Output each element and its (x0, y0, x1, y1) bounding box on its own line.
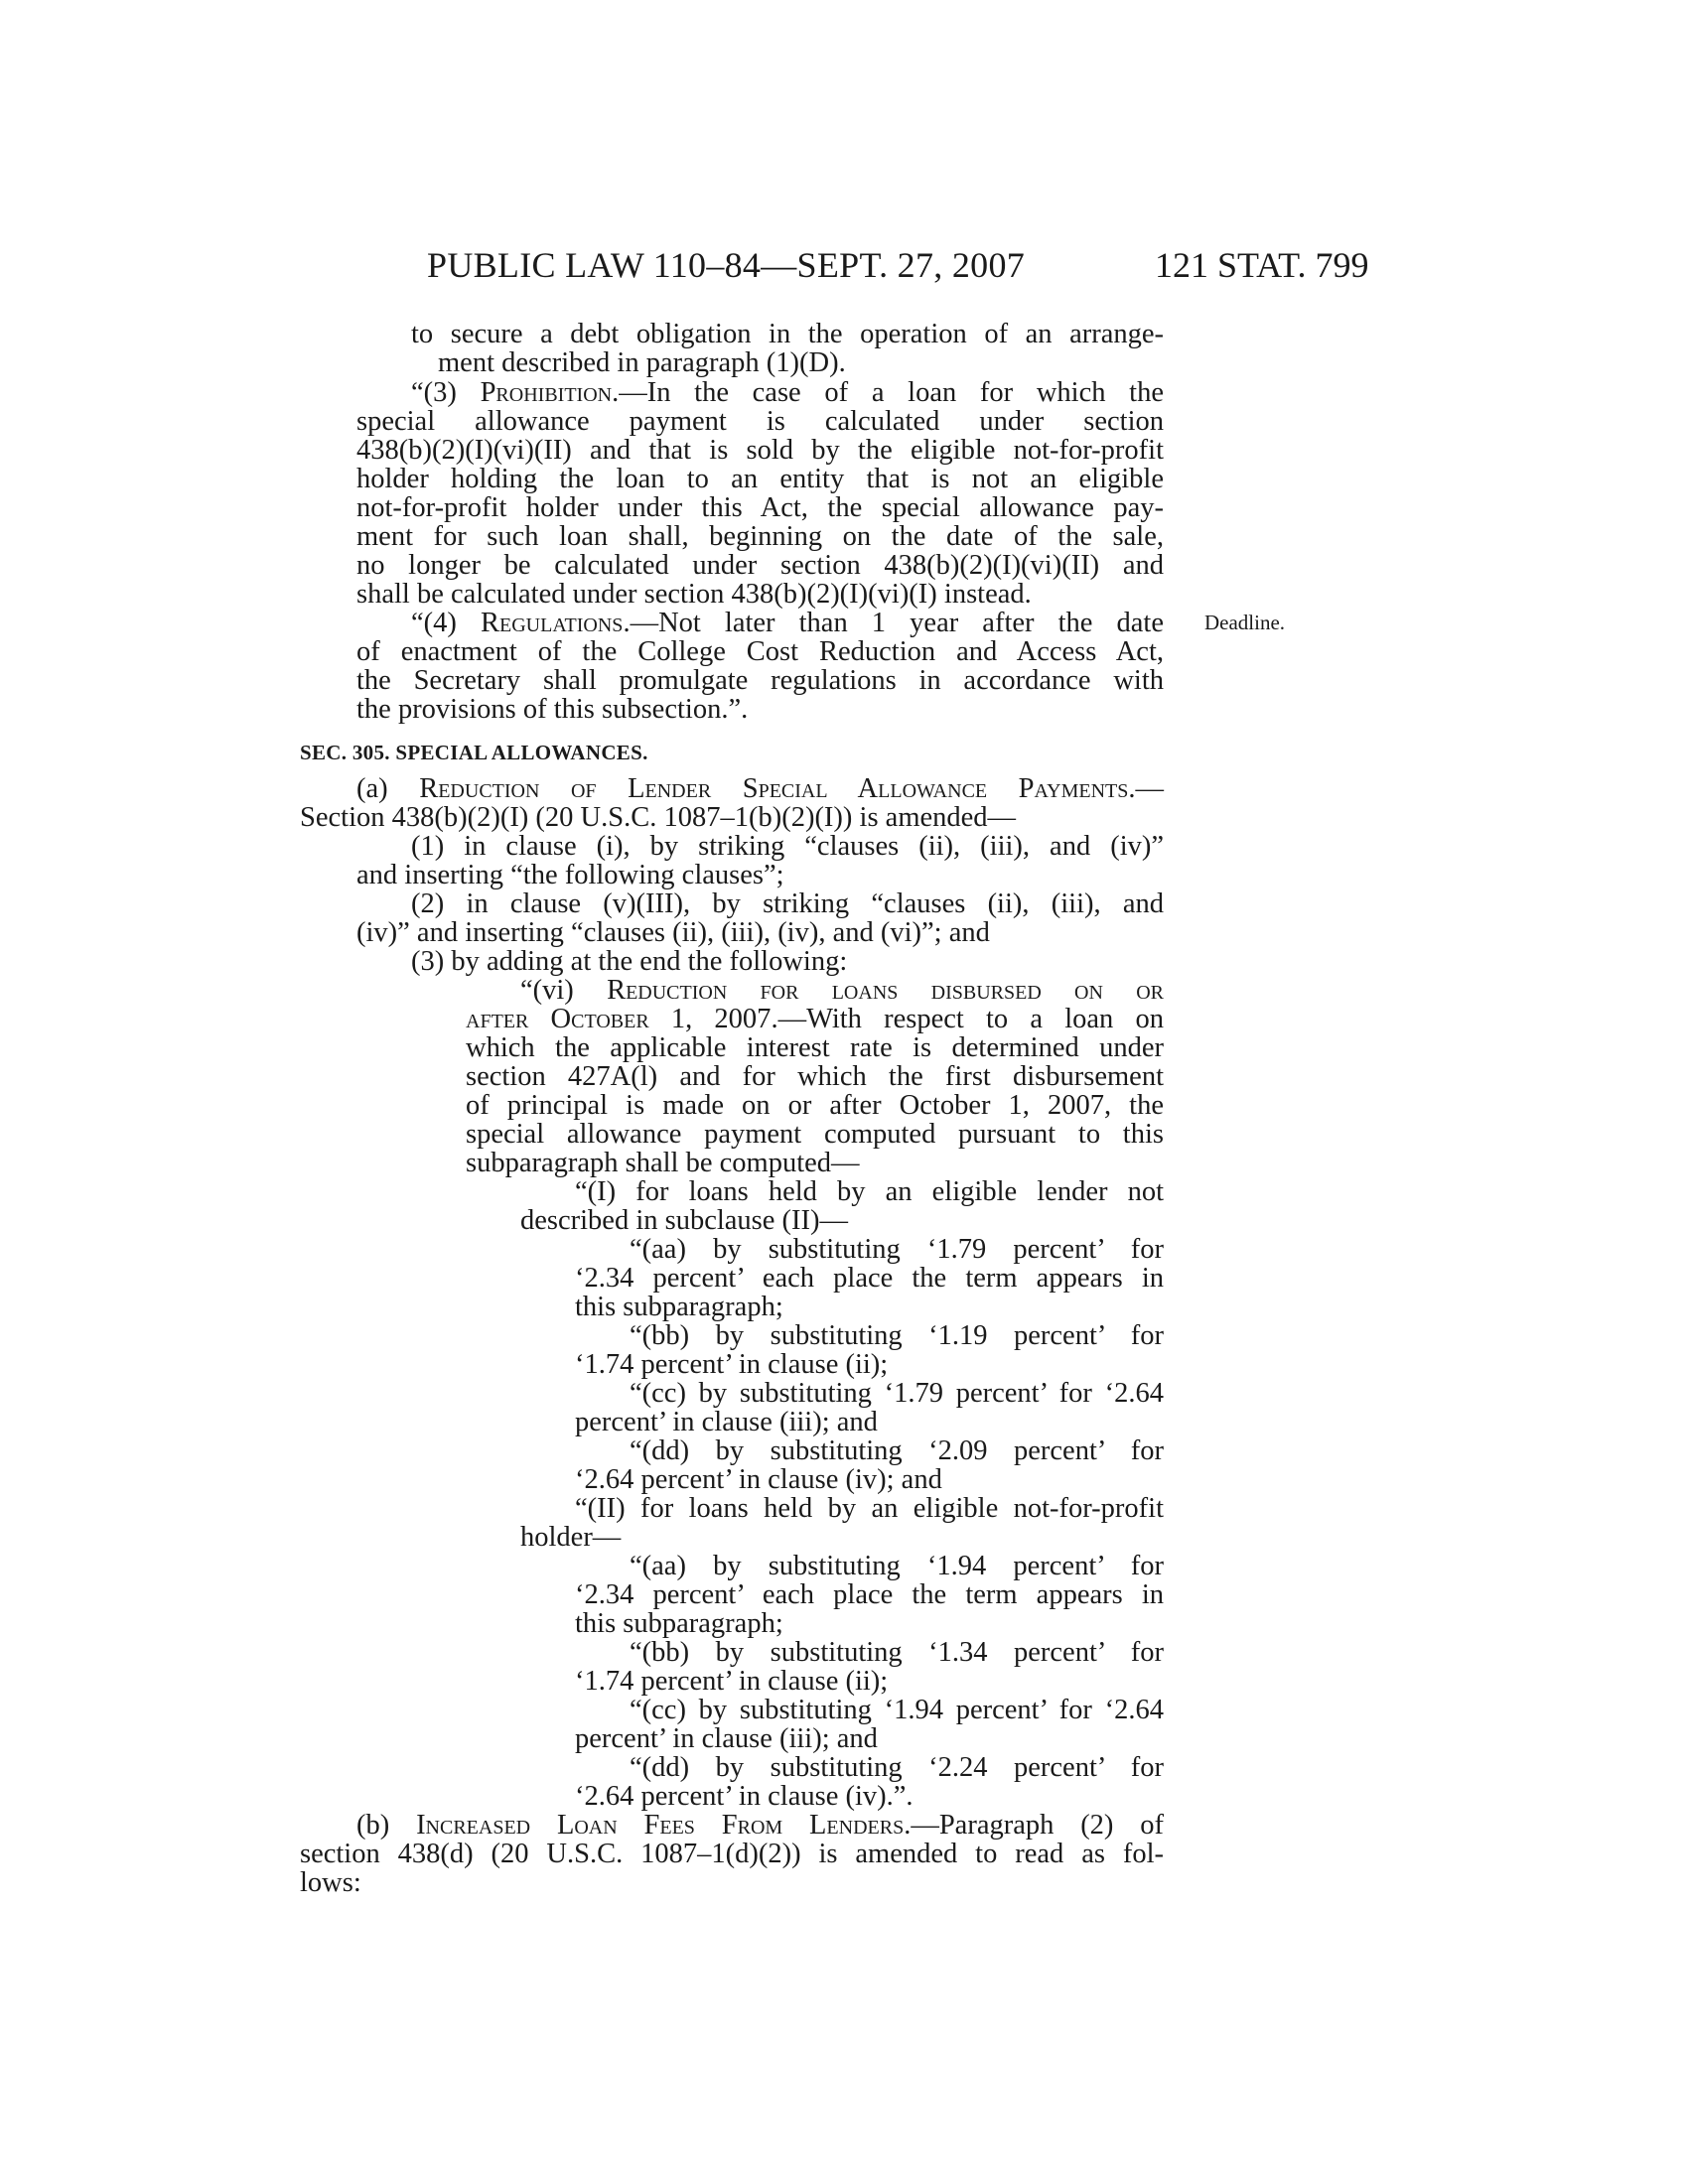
text-line: ‘2.34 percent’ each place the term appears in (575, 1579, 1164, 1610)
text-line (411, 378, 1164, 408)
small-caps-heading: Regulations (480, 608, 624, 638)
text-line: “(aa) by substituting ‘1.94 percent’ for (630, 1551, 1164, 1581)
text-span: .— (1128, 773, 1164, 804)
text-line: no longer be calculated under section 438(b)(2)(I)(vi)(II) and (356, 550, 1164, 581)
small-caps-heading: Prohibition (480, 377, 613, 408)
text-line: “(II) for loans held by an eligible not-for-profit (575, 1493, 1164, 1524)
text-line: “(bb) by substituting ‘1.19 percent’ for (630, 1320, 1164, 1351)
small-caps-heading: Reduction of Lender Special Allowance Payments (419, 773, 1129, 804)
text-line: which the applicable interest rate is determined under (466, 1032, 1164, 1063)
text-line: Section 438(b)(2)(I) (20 U.S.C. 1087–1(b)(2)(I)) is amended— (300, 802, 1017, 833)
text-line: shall be calculated under section 438(b)(2)(I)(vi)(I) instead. (356, 579, 1032, 610)
text-line: “(I) for loans held by an eligible lender not (575, 1176, 1164, 1207)
text-line (520, 976, 1164, 1006)
text-line: not-for-profit holder under this Act, the special allowance pay- (356, 492, 1164, 523)
text-line: ment for such loan shall, beginning on the date of the sale, (356, 521, 1164, 552)
text-line: holder holding the loan to an entity that is not an eligible (356, 464, 1164, 494)
text-line (466, 1005, 1164, 1034)
text-line: this subparagraph; (575, 1292, 783, 1322)
text-span: .—With respect to a loan on (771, 1004, 1164, 1034)
text-line: and inserting “the following clauses”; (356, 860, 784, 890)
text-line: (2) in clause (v)(III), by striking “clauses (ii), (iii), and (411, 888, 1164, 919)
text-span: .—In the case of a loan for which the (612, 377, 1164, 408)
text-line: ment described in paragraph (1)(D). (438, 347, 846, 378)
margin-note-deadline: Deadline. (1204, 611, 1286, 634)
text-line: (iv)” and inserting “clauses (ii), (iii), (iv), and (vi)”; and (356, 917, 990, 948)
text-line: lows: (300, 1867, 361, 1898)
text-line: (3) by adding at the end the following: (411, 946, 848, 977)
text-line: “(dd) by substituting ‘2.09 percent’ for (630, 1435, 1164, 1466)
text-span: “(vi) (520, 975, 608, 1006)
text-line: the Secretary shall promulgate regulations in accordance with (356, 665, 1164, 696)
text-line: the provisions of this subsection.”. (356, 694, 749, 725)
text-span: “(3) (411, 377, 481, 408)
small-caps-heading: Increased Loan Fees From Lenders (416, 1810, 905, 1841)
text-span: (a) (356, 773, 420, 804)
text-line: ‘1.74 percent’ in clause (ii); (575, 1349, 889, 1380)
text-line: described in subclause (II)— (520, 1205, 849, 1236)
text-line: special allowance payment computed pursuant to this (466, 1119, 1164, 1150)
text-line: percent’ in clause (iii); and (575, 1723, 878, 1754)
text-line: of enactment of the College Cost Reduction and Access Act, (356, 636, 1164, 667)
text-line (356, 1811, 1164, 1841)
page-number: 121 STAT. 799 (1155, 245, 1369, 285)
text-span: (b) (356, 1810, 417, 1841)
text-line: of principal is made on or after October 1, 2007, the (466, 1090, 1164, 1121)
text-line: holder— (520, 1522, 622, 1553)
small-caps-heading: after October 1, 2007 (466, 1004, 772, 1034)
small-caps-heading: Reduction for loans disbursed on or (607, 975, 1164, 1006)
text-line: section 438(d) (20 U.S.C. 1087–1(d)(2)) is amended to read as fol- (300, 1839, 1164, 1869)
text-line: special allowance payment is calculated under section (356, 406, 1164, 437)
text-line: percent’ in clause (iii); and (575, 1407, 878, 1437)
text-span: .—Not later than 1 year after the date (623, 608, 1164, 638)
text-span: “(4) (411, 608, 481, 638)
section-heading: SEC. 305. SPECIAL ALLOWANCES. (300, 741, 648, 764)
text-line: “(cc) by substituting ‘1.79 percent’ for ‘2.64 (630, 1378, 1164, 1409)
text-line: (1) in clause (i), by striking “clauses (ii), (iii), and (iv)” (411, 831, 1164, 862)
text-line: this subparagraph; (575, 1608, 783, 1639)
text-line: ‘2.34 percent’ each place the term appears in (575, 1263, 1164, 1294)
text-span: .—Paragraph (2) of (904, 1810, 1164, 1841)
text-line: ‘2.64 percent’ in clause (iv); and (575, 1464, 942, 1495)
text-line (356, 774, 1164, 804)
text-line: “(dd) by substituting ‘2.24 percent’ for (630, 1752, 1164, 1783)
text-line: subparagraph shall be computed— (466, 1148, 860, 1178)
text-line: to secure a debt obligation in the operation of an arrange- (411, 319, 1164, 349)
text-line: ‘1.74 percent’ in clause (ii); (575, 1666, 889, 1697)
text-line: “(cc) by substituting ‘1.94 percent’ for ‘2.64 (630, 1695, 1164, 1725)
text-line: section 427A(l) and for which the first disbursement (466, 1061, 1164, 1092)
text-line: “(bb) by substituting ‘1.34 percent’ for (630, 1637, 1164, 1668)
text-line (411, 609, 1164, 638)
text-line: ‘2.64 percent’ in clause (iv).”. (575, 1781, 914, 1812)
text-line: 438(b)(2)(I)(vi)(II) and that is sold by the eligible not-for-profit (356, 435, 1164, 466)
running-header-title: PUBLIC LAW 110–84—SEPT. 27, 2007 (427, 245, 1026, 285)
text-line: “(aa) by substituting ‘1.79 percent’ for (630, 1234, 1164, 1265)
